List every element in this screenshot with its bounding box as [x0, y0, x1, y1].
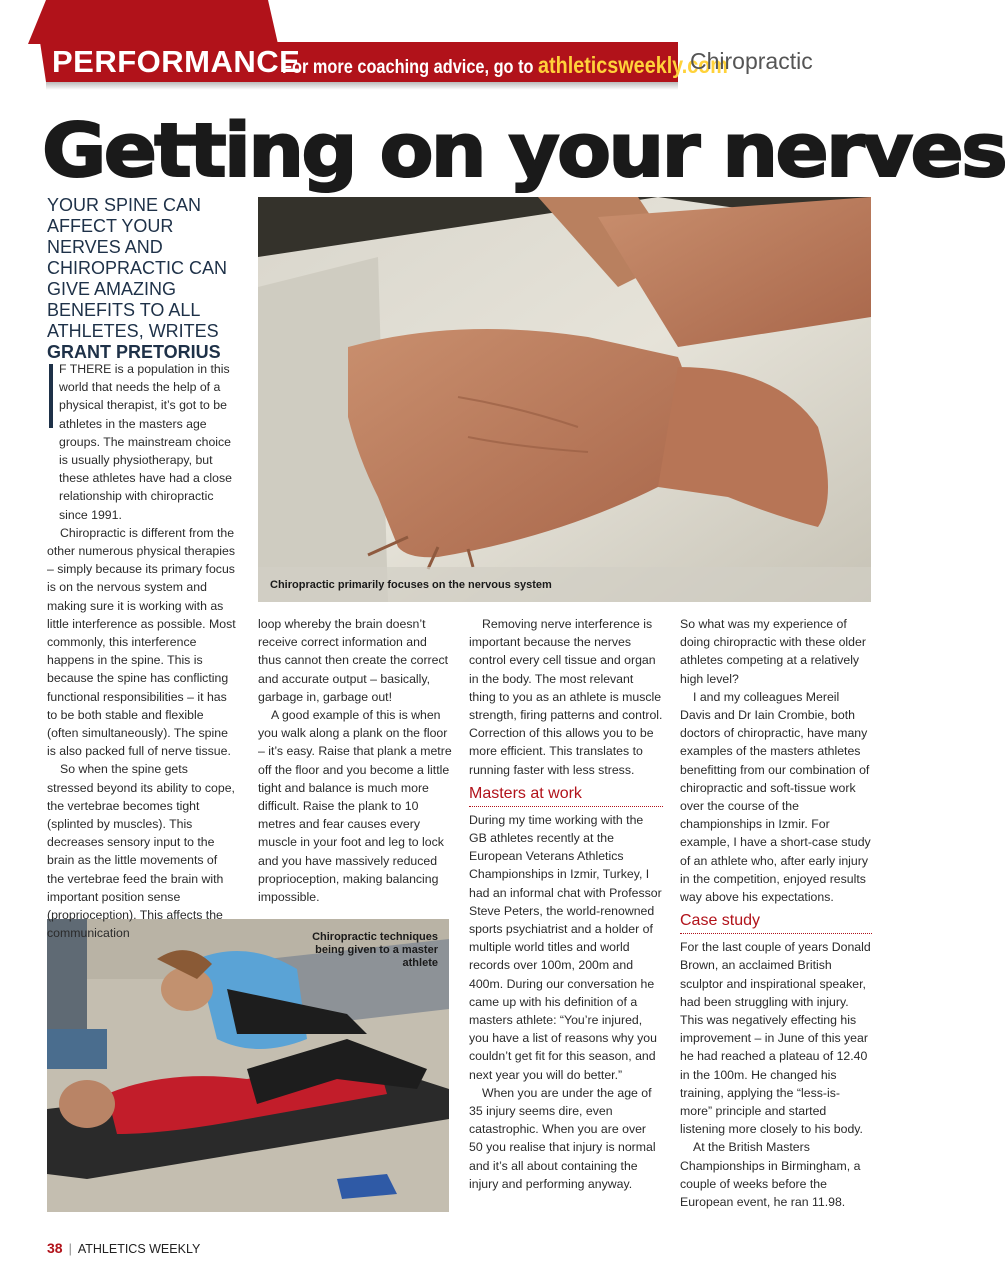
dropcap-letter-i — [49, 364, 53, 428]
paragraph: So when the spine gets stressed beyond its ability to cope, the vertebrae becomes tight (splinted by muscles). This decreases sensory input to the brain as the little movements of the vertebrae feed the brain with important position sense (proprioception). This affects the communication — [47, 762, 235, 941]
subheading-masters-at-work: Masters at work — [469, 785, 663, 807]
paragraph-intro: F THERE is a population in this world that needs the help of a physical therapist, it’s got to be athletes in the masters age groups. The mainstream choice is usually physiotherapy, but these athletes have had a close relationship with chiropractic since 1991. — [59, 362, 232, 522]
paragraph: At the British Masters Championships in Birmingham, a couple of weeks before the European event, he ran 11.98. — [680, 1140, 861, 1210]
footer-divider: | — [68, 1242, 72, 1256]
page-footer — [47, 1240, 200, 1256]
article-column-1 — [47, 360, 237, 943]
section-label: PERFORMANCE — [52, 44, 301, 79]
paragraph: When you are under the age of 35 injury seems dire, even catastrophic. When you are over 50 you realise that injury is normal and it’s all about containing the injury and performing anyway. — [469, 1085, 656, 1191]
website-link[interactable]: athleticsweekly.com — [538, 52, 728, 78]
advice-prefix: For more coaching advice, go to — [282, 57, 539, 78]
banner-shadow — [46, 82, 678, 90]
standfirst-text: YOUR SPINE CAN AFFECT YOUR NERVES AND CHIROPRACTIC CAN GIVE AMAZING BENEFITS TO ALL ATHLETES, WRITES — [47, 195, 228, 341]
page-number: 38 — [47, 1240, 63, 1256]
subheading-case-study: Case study — [680, 912, 872, 934]
coaching-advice-line — [282, 52, 728, 79]
paragraph: During my time working with the GB athletes recently at the European Veterans Athletics Championships in Izmir, Turkey, I had an informal chat with Professor Steve Peters, the world-renowned sports psychiatrist and a holder of multiple world titles and world records over 100m, 200m and 400m. During our conversation he came up with his definition of a masters athlete: “You’re injured, you have a list of reasons why you couldn’t get fit for this season, and next year you will do better.” — [469, 812, 662, 1082]
paragraph: Chiropractic is different from the other numerous physical therapies – simply because its primary focus is on the nervous system and making sure it is working with as little interference as possible. Most commonly, this interference happens in the spine. This is because the spine has conflicting functional responsibilities – it has to be both stable and flexible (often simultaneously). The spine is also packed full of nerve tissue. — [47, 525, 236, 759]
hands-illustration — [258, 197, 871, 602]
second-photo-caption: Chiropractic techniques being given to a master athlete — [312, 931, 438, 969]
paragraph: So what was my experience of doing chiropractic with these older athletes competing at a relatively high level? — [680, 617, 866, 686]
paragraph: I and my colleagues Mereil Davis and Dr Iain Crombie, both doctors of chiropractic, have many examples of the masters athletes benefitting from our combination of chiropractic and soft-tissue work over the course of the championships in Izmir. For example, I have a short-case study of an athlete who, after early injury in the competition, enjoyed results way above his expectations. — [680, 689, 871, 905]
paragraph: For the last couple of years Donald Brown, an acclaimed British sculptor and inspirational speaker, had been struggling with injury. This was negatively effecting his improvement – in June of this year he had reached a plateau of 12.40 in the 100m. He changed his training, applying the “less-is-more” principle and started listening more closely to his body. — [680, 940, 871, 1137]
banner-tab — [28, 0, 278, 44]
author-name: GRANT PRETORIUS — [47, 342, 221, 362]
standfirst — [47, 195, 247, 363]
publication-name: ATHLETICS WEEKLY — [77, 1242, 201, 1256]
paragraph: Removing nerve interference is important because the nerves control every cell tissue and organ in the body. The most relevant thing to you as an athlete is muscle strength, firing patterns and control. Correction of this allows you to be more efficient. This translates to running faster with less stress. — [469, 617, 663, 777]
topic-label: Chiropractic — [690, 48, 813, 74]
article-column-3 — [469, 615, 663, 1193]
article-column-2 — [258, 615, 452, 906]
paragraph: loop whereby the brain doesn’t receive correct information and thus cannot then create the correct and accurate output – basically, garbage in, garbage out! — [258, 617, 449, 704]
dropcap-paragraph — [47, 360, 237, 524]
paragraph: A good example of this is when you walk along a plank on the floor – it’s easy. Raise that plank a metre off the floor and you become a little tight and balance is much more difficult. Raise the plank to 10 metres and fear causes every muscle in your foot and leg to lock and you have massively reduced proprioception, making balancing impossible. — [258, 708, 452, 905]
article-headline: Getting on your nerves — [42, 108, 1005, 194]
hands-on-towel-photo — [258, 197, 871, 602]
article-column-4 — [680, 615, 872, 1211]
main-photo-caption: Chiropractic primarily focuses on the nervous system — [270, 579, 552, 591]
